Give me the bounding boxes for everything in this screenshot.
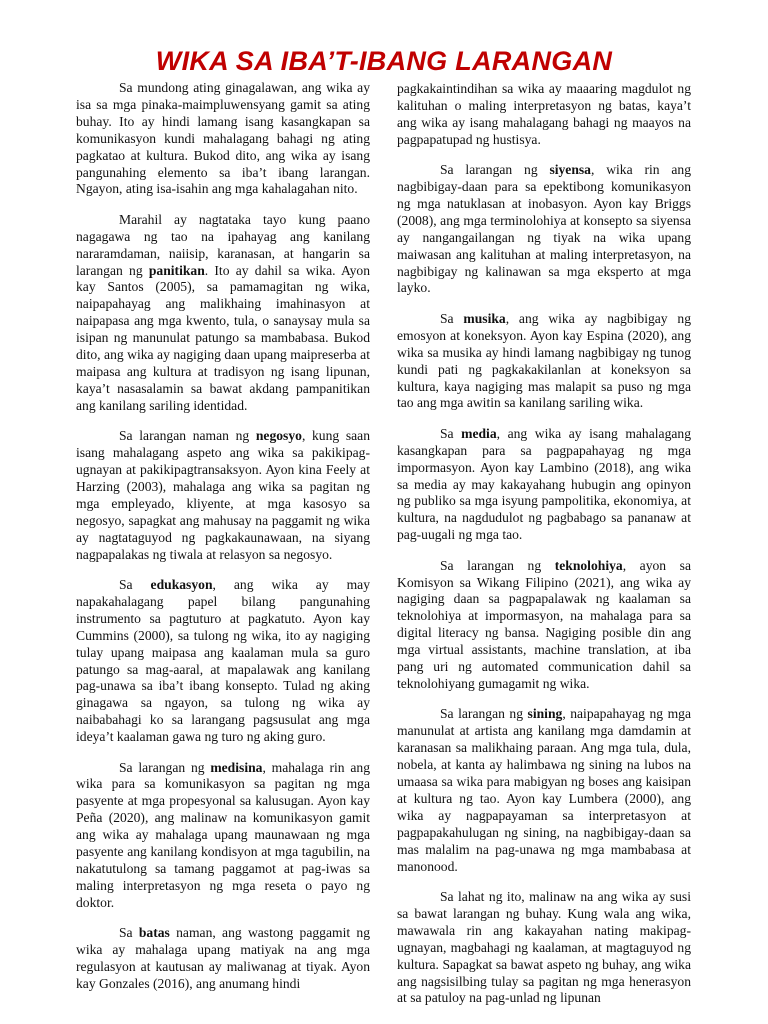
paragraph-text: Sa larangan naman ng bbox=[119, 428, 256, 444]
paragraph-text: Sa larangan ng bbox=[440, 162, 550, 178]
paragraph-text: Sa bbox=[440, 310, 464, 326]
keyword-medisina: medisina bbox=[210, 759, 263, 775]
paragraph-batas-continued: pagkakaintindihan sa wika ay maaaring magdulot ng kalituhan o maling interpretasyon ng batas, kaya’t ang wika ay isang mahalagang bahagi ng maayos na pagpapatupad ng hustisya. bbox=[397, 81, 691, 147]
paragraph-text: , mahalaga rin ang wika para sa komunikasyon sa pagitan ng mga pasyente at mga propesyonal sa kalusugan. Ayon kay Peña (2020), ang malinaw na komunikasyon gamit ang wika ay mahalaga upang maunawaan ng mga pasyente ang kanilang kondisyon at mga tagubilin, na nakatutulong sa tamang paggamot at pag-iwas sa maling interpretasyon ng mga reseta o payo ng doktor. bbox=[76, 759, 370, 910]
paragraph-siyensa bbox=[397, 162, 691, 297]
paragraph-text: naman, ang wastong paggamit ng wika ay mahalaga upang matiyak na ang mga regulasyon at kautusan ay maliwanag at tiyak. Ayon kay Gonzales (2016), ang anumang hindi bbox=[76, 925, 370, 991]
keyword-batas: batas bbox=[138, 925, 170, 941]
paragraph-intro: Sa mundong ating ginagalawan, ang wika ay isa sa mga pinaka-maimpluwensyang gamit sa ating buhay. Ito ay hindi lamang isang kasangkapan sa komunikasyon kundi mahalagang bahagi ng ating pagkatao at kultura. Bukod dito, ang wika ay isang pangunahing elemento sa iba’t ibang larangan. Ngayon, ating isa-isahin ang mga kahalagahan nito. bbox=[76, 80, 370, 197]
paragraph-text: Sa bbox=[440, 425, 462, 441]
keyword-negosyo: negosyo bbox=[255, 428, 302, 444]
paragraph-conclusion: Sa lahat ng ito, malinaw na ang wika ay susi sa bawat larangan ng buhay. Kung wala ang wika, mawawala rin ang kakayahan nating makipag-ugnayan, magbahagi ng kaalaman, at magtaguyod ng kultura. Sapagkat sa bawat aspeto ng buhay, ang wika ang nagsisilbing tulay sa pagitan ng mga henerasyon at sa patuloy na pag-unlad ng lipunan bbox=[397, 888, 691, 1006]
paragraph-text: , ang wika ay nagbibigay ng emosyon at koneksyon. Ayon kay Espina (2020), ang wika sa musika ay hindi lamang nagbibigay ng tunog kundi pati ng pagkakakilanlan at koneksyon sa kultura, kaya nagiging mas malapit sa puso ng mga tao ang mga awitin sa kanilang sariling wika. bbox=[397, 310, 691, 411]
paragraph-sining bbox=[397, 706, 691, 875]
paragraph-text: , ang wika ay isang mahalagang kasangkapan para sa pagpapahayag ng mga impormasyon. Ayon kay Lambino (2018), ang wika sa media ay may kakayahang hubugin ang opinyon ng publiko sa mga isyung pampolitika, ekonomiya, at kultura, na nagdudulot ng pagbabago sa pananaw at pag-uugali ng mga tao. bbox=[397, 425, 691, 543]
keyword-sining: sining bbox=[527, 706, 563, 722]
keyword-musika: musika bbox=[463, 310, 506, 326]
paragraph-text: Sa larangan ng bbox=[440, 706, 528, 722]
keyword-edukasyon: edukasyon bbox=[150, 576, 213, 592]
paragraph-batas bbox=[76, 925, 370, 993]
paragraph-text: , ayon sa Komisyon sa Wikang Filipino (2021), ang wika ay nagiging daan sa pagpapalawak ng kaalaman sa teknolohiya at impormasyon, na mahalaga para sa digital literacy ng bansa. Nagiging posible din ang mga virtual assistants, machine translation, at iba pang uri ng automated communication dahil sa teknolohiyang gumagamit ng wika. bbox=[397, 557, 691, 691]
paragraph-teknolohiya bbox=[397, 558, 691, 693]
paragraph-text: , wika rin ang nagbibigay-daan para sa epektibong komunikasyon ng mga natuklasan at inobasyon. Ayon kay Briggs (2008), ang mga terminolohiya at konsepto sa siyensa ay nangangailangan ng tiyak na wika upang maiwasan ang kalituhan at maling interpretasyon, na nagbibigay ng kalinawan sa mga eksperto at mga layko. bbox=[397, 162, 691, 296]
paragraph-text: , naipapahayag ng mga manunulat at artista ang kanilang mga damdamin at karanasan sa malikhaing paraan. Ang mga tula, dula, nobela, at kanta ay halimbawa ng sining na lubos na umaasa sa wika para mabigyan ng boses ang kaisipan at kultura ng tao. Ayon kay Lumbera (2000), ang wika ay nagpapayaman sa interpretasyon at pagpapakahulugan ng sining, na nagbibigay-daan sa mas malalim na pag-unawa ng mga mambabasa at manonood. bbox=[397, 706, 691, 874]
paragraph-text: , ang wika ay may napakahalagang papel bilang pangunahing instrumento sa pagtuturo at pagkatuto. Ayon kay Cummins (2000), sa tulong ng wika, ito ay nagiging tulay upang maipasa ang kaalaman mula sa guro patungo sa mag-aaral, at mapalawak ang kanilang pag-unawa sa iba’t ibang konsepto. Tulad ng aking ginagawa sa ngayon, sa tulong ng wika ay naibabahagi ko sa larangang pagsusulat ang mga ideya’t kaalaman gawa ng turo ng aking guro. bbox=[76, 576, 370, 745]
paragraph-text: Sa bbox=[119, 576, 151, 592]
paragraph-negosyo bbox=[76, 428, 370, 563]
paragraph-text: Sa larangan ng bbox=[440, 557, 555, 573]
paragraph-panitikan bbox=[76, 212, 370, 415]
paragraph-text: Marahil ay nagtataka tayo kung paano nagagawa ng tao na ipahayag ang kanilang nararamdaman, naiisip, karanasan, at hangarin sa larangan ng bbox=[76, 211, 370, 278]
paragraph-text: Sa larangan ng bbox=[119, 759, 211, 775]
keyword-siyensa: siyensa bbox=[549, 162, 591, 178]
page-title: WIKA SA IBA’T-IBANG LARANGAN bbox=[155, 46, 613, 76]
paragraph-musika bbox=[397, 311, 691, 412]
keyword-teknolohiya: teknolohiya bbox=[554, 557, 623, 573]
paragraph-text: Sa bbox=[119, 925, 139, 941]
paragraph-text: , kung saan isang mahalagang aspeto ang wika sa pakikipag-ugnayan at pakikipagtransaksyon. Ayon kina Feely at Harzing (2003), mahalaga ang wika sa pagitan ng mga empleyado, kliyente, at mga kasosyo sa negosyo, sapagkat ang mahusay na paggamit ng wika ay nagtataguyod ng pagkakaunawaan, na siyang nagpapalakas ng tiwala at relasyon sa negosyo. bbox=[76, 428, 370, 562]
keyword-media: media bbox=[461, 425, 497, 441]
left-column bbox=[76, 80, 370, 1006]
paragraph-edukasyon bbox=[76, 577, 370, 746]
paragraph-medisina bbox=[76, 760, 370, 912]
paragraph-text: . Ito ay dahil sa wika. Ayon kay Santos (2005), sa pamamagitan ng wika, naipapahayag ang malikhaing imahinasyon at naipapasa ang mga kwento, tula, o sanaysay mula sa isipan ng manunulat patungo sa mambabasa. Bukod dito, ang wika ay nagiging daan upang maipreserba at maipasa ang kultura at tradisyon ng isang lipunan, kaya’t nasasalamin sa bawat akdang pampanitikan ang kanilang sariling identidad. bbox=[76, 262, 370, 413]
keyword-panitikan: panitikan bbox=[148, 262, 205, 278]
right-column bbox=[397, 81, 691, 1021]
paragraph-media bbox=[397, 426, 691, 544]
